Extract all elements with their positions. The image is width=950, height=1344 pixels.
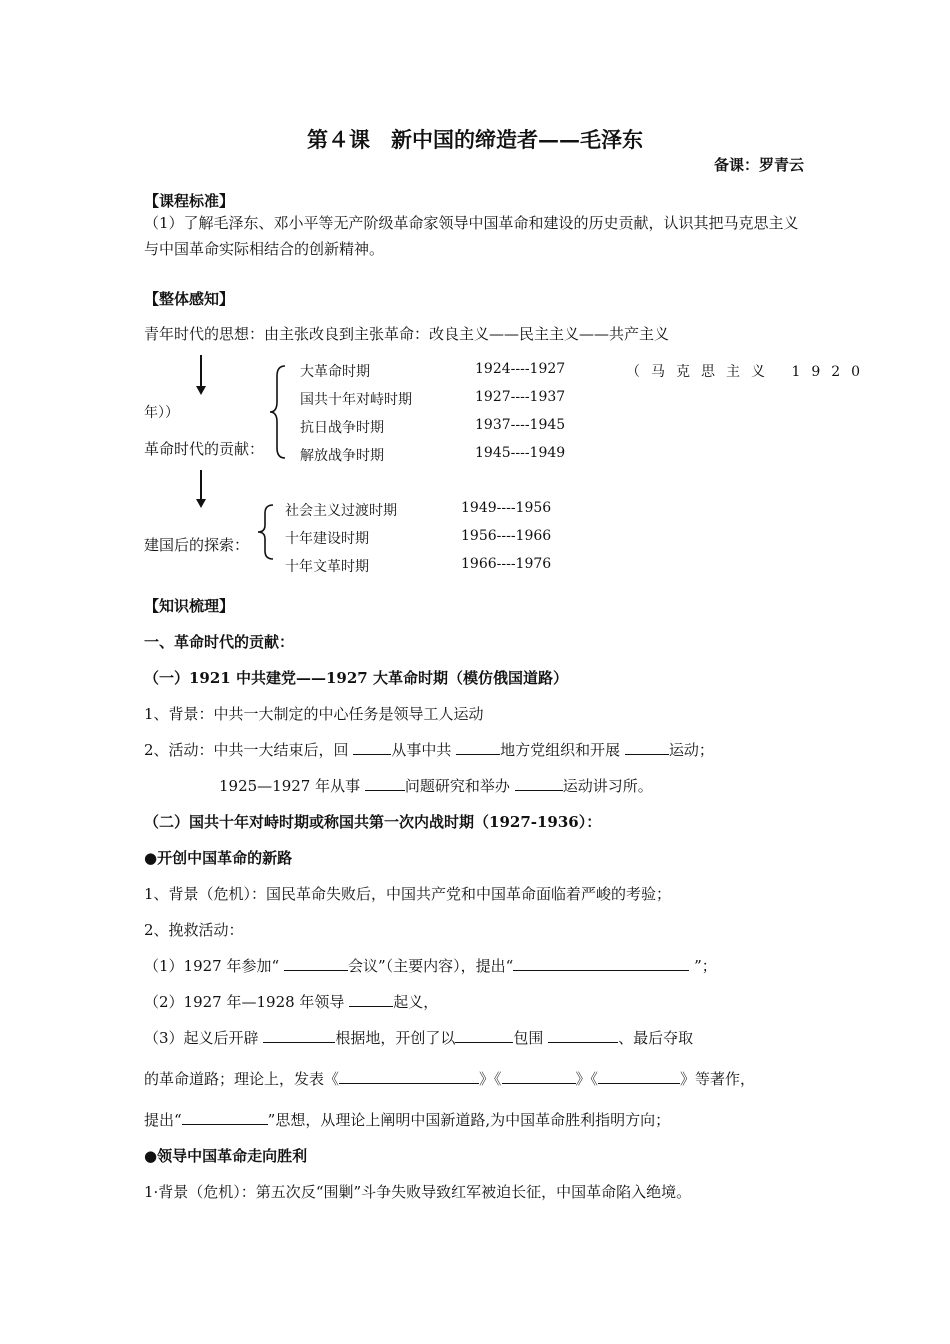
activity-line: 1925—1927 年从事 问题研究和举办 运动讲习所。 [219, 777, 653, 795]
fill-blank[interactable] [455, 1028, 513, 1043]
standard-text: （1）了解毛泽东、邓小平等无产阶级革命家领导中国革命和建设的历史贡献，认识其把马克思主义与中国革命实际相结合的创新精神。 [144, 214, 799, 258]
period-years: 1956----1966 [461, 528, 552, 544]
save-activity: 2、挽救活动： [144, 921, 244, 939]
left-brace-icon [256, 503, 276, 561]
period-name: 十年文革时期 [285, 559, 369, 575]
fill-blank[interactable] [182, 1110, 268, 1125]
part-heading: （一）1921 中共建党——1927 大革命时期（模仿俄国道路） [144, 669, 568, 687]
fill-blank[interactable] [548, 1028, 618, 1043]
item-line: （3）起义后开辟 根据地，开创了以 包围 、最后夺取 [144, 1029, 694, 1047]
period-years: 1927----1937 [475, 389, 566, 405]
fill-blank[interactable] [339, 1069, 479, 1084]
item-line: 的革命道路；理论上，发表《 》《 》《 》等著作， [144, 1070, 756, 1088]
fill-blank[interactable] [284, 956, 348, 971]
youth-thought: 青年时代的思想：由主张改良到主张革命：改良主义——民主主义——共产主义 [144, 325, 670, 343]
item-line: 提出“ ”思想，从理论上阐明中国新道路,为中国革命胜利指明方向； [144, 1111, 671, 1129]
period-name: 解放战争时期 [300, 448, 384, 464]
fill-blank[interactable] [625, 740, 669, 755]
knowledge-heading: 【知识梳理】 [144, 597, 235, 615]
fill-blank[interactable] [349, 992, 393, 1007]
period-years: 1949----1956 [461, 500, 552, 516]
lesson-title: 第４课 新中国的缔造者——毛泽东 [307, 127, 643, 152]
period-name: 社会主义过渡时期 [285, 503, 397, 519]
item-line: （2）1927 年—1928 年领导 起义， [144, 993, 439, 1011]
period-years: 1945----1949 [475, 445, 566, 461]
period-years: 1966----1976 [461, 556, 552, 572]
item-line: （1）1927 年参加“ 会议”（主要内容），提出“ ”； [144, 957, 717, 975]
period-name: 十年建设时期 [285, 531, 369, 547]
part-heading: （二）国共十年对峙时期或称国共第一次内战时期（1927-1936）： [144, 813, 602, 831]
background-text: 1·背景（危机）：第五次反“围剿”斗争失败导致红军被迫长征，中国革命陷入绝境。 [144, 1183, 692, 1201]
fill-blank[interactable] [353, 740, 391, 755]
fill-blank[interactable] [456, 740, 500, 755]
period-name: 抗日战争时期 [300, 420, 384, 436]
fill-blank[interactable] [502, 1069, 576, 1084]
bullet-heading: ●开创中国革命的新路 [144, 849, 293, 867]
fill-blank[interactable] [515, 776, 563, 791]
marxism-note: （马克思主义 1920 [626, 364, 872, 380]
fill-blank[interactable] [263, 1028, 335, 1043]
activity-line: 2、活动：中共一大结束后，回 从事中共 地方党组织和开展 运动； [144, 741, 714, 759]
period-name: 国共十年对峙时期 [300, 392, 412, 408]
fill-blank[interactable] [365, 776, 405, 791]
preparer-name: 备课：罗青云 [713, 156, 804, 174]
fill-blank[interactable] [513, 956, 689, 971]
background-text: 1、背景（危机）：国民革命失败后，中国共产党和中国革命面临着严峻的考验； [144, 885, 672, 903]
period-years: 1937----1945 [475, 417, 566, 433]
overview-heading: 【整体感知】 [144, 290, 235, 308]
construction-label: 建国后的探索： [144, 536, 250, 554]
period-years: 1924----1927 [475, 361, 566, 377]
left-brace-icon [268, 364, 288, 460]
fill-blank[interactable] [598, 1069, 680, 1084]
section-heading: 一、革命时代的贡献： [144, 633, 295, 651]
bullet-heading: ●领导中国革命走向胜利 [144, 1147, 308, 1165]
background-text: 1、背景：中共一大制定的中心任务是领导工人运动 [144, 705, 484, 723]
revolution-label: 革命时代的贡献： [144, 440, 265, 458]
period-name: 大革命时期 [300, 364, 370, 380]
marxism-note-cont: 年）） [144, 405, 179, 421]
standard-heading: 【课程标准】 [144, 192, 235, 210]
